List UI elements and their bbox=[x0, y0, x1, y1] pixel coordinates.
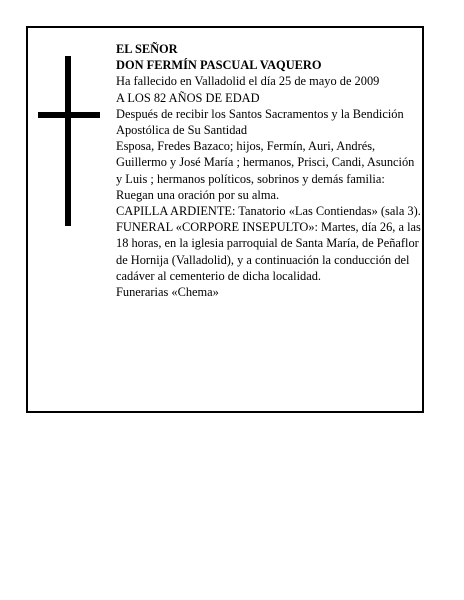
obituary-notice bbox=[26, 26, 424, 413]
notice-text bbox=[116, 41, 422, 300]
cross-icon bbox=[38, 56, 100, 226]
death-line: Ha fallecido en Valladolid el día 25 de mayo de 2009 bbox=[116, 74, 380, 89]
family-line: Esposa, Fredes Bazaco; hijos, Fermín, Auri, Andrés, Guillermo y José María ; hermanos, Prisci, Candi, Asunción y Luis ; hermanos políticos, sobrinos y demás familia: bbox=[116, 139, 415, 186]
cross-horizontal-bar bbox=[38, 112, 100, 118]
prayer-line: Ruegan una oración por su alma. bbox=[116, 187, 280, 202]
sacraments-line: Después de recibir los Santos Sacramentos y la Bendición Apostólica de Su Santidad bbox=[116, 106, 404, 138]
age-line: A LOS 82 AÑOS DE EDAD bbox=[116, 90, 260, 105]
chapel-line: CAPILLA ARDIENTE: Tanatorio «Las Contiendas» (sala 3). bbox=[116, 204, 421, 219]
funeral-line: FUNERAL «CORPORE INSEPULTO»: Martes, día 26, a las 18 horas, en la iglesia parroquial de Santa María, de Peñaflor de Hornija (Valladolid), y a continuación la conducción del cadáver al cementerio de dicha localidad. bbox=[116, 220, 421, 283]
notice-heading: EL SEÑOR bbox=[116, 42, 178, 56]
funeral-home-line: Funerarias «Chema» bbox=[116, 285, 219, 300]
cross-vertical-bar bbox=[65, 56, 71, 226]
deceased-name: DON FERMÍN PASCUAL VAQUERO bbox=[116, 58, 322, 73]
